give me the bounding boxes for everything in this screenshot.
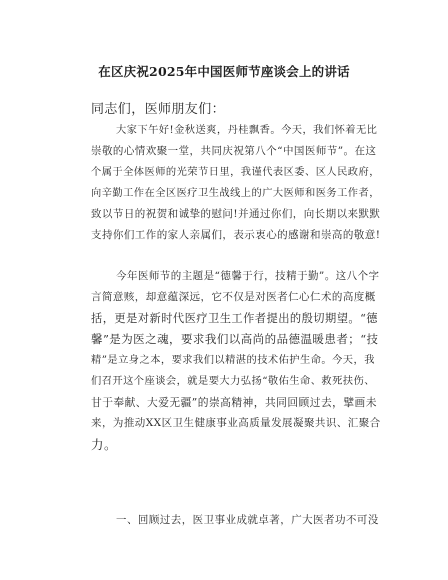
paragraph-line: 致以节日的祝贺和诚挚的慰问!并通过你们，向长期以来默默 <box>91 208 381 220</box>
paragraph-line: 来，为推动XX区卫生健康事业高质量发展凝聚共识、汇聚合 <box>91 417 381 429</box>
paragraph-greeting <box>91 120 381 246</box>
paragraph-line: 支持你们工作的家人亲属们，表示衷心的感谢和崇高的敬意! <box>91 229 381 241</box>
paragraph-line: 今年医师节的主题是“德馨于行，技精于勤”。这八个字 <box>116 270 380 282</box>
paragraph-line: 力。 <box>91 437 117 452</box>
section-heading-1 <box>91 510 381 531</box>
paragraph-line: 括，更是对新时代医疗卫生工作者提出的殷切期望。“德 <box>91 312 379 325</box>
salutation: 同志们，医师朋友们： <box>91 102 226 117</box>
paragraph-line: 言简意赅，却意蕴深远，它不仅是对医者仁心仁术的高度概 <box>91 291 376 303</box>
document-title: 在区庆祝2025年中国医师节座谈会上的讲话 <box>98 64 350 79</box>
section-heading-text: 一、回顾过去，医卫事业成就卓著，广大医者功不可没 <box>116 514 379 526</box>
paragraph-line: 向辛勤工作在全区医疗卫生战线上的广大医师和医务工作者， <box>91 187 380 199</box>
paragraph-line: 馨”是为医之魂，要求我们以高尚的品德温暖患者；“技 <box>91 332 379 346</box>
paragraph-line: 崇敬的心情欢聚一堂，共同庆祝第八个“中国医师节”。在这 <box>91 145 377 157</box>
paragraph-line: 大家下午好!金秋送爽，丹桂飘香。今天，我们怀着无比 <box>116 124 378 136</box>
paragraph-line: 精”是立身之本，要求我们以精湛的技术佑护生命。今天，我 <box>91 354 375 366</box>
paragraph-theme <box>91 266 381 455</box>
paragraph-line: 们召开这个座谈会，就是要大力弘扬“敬佑生命、救死扶伤、 <box>91 375 375 387</box>
paragraph-line: 甘于奉献、大爱无疆”的崇高精神，共同回顾过去，擘画未 <box>91 396 377 409</box>
paragraph-line: 个属于全体医师的光荣节日里，我谨代表区委、区人民政府， <box>91 166 380 178</box>
